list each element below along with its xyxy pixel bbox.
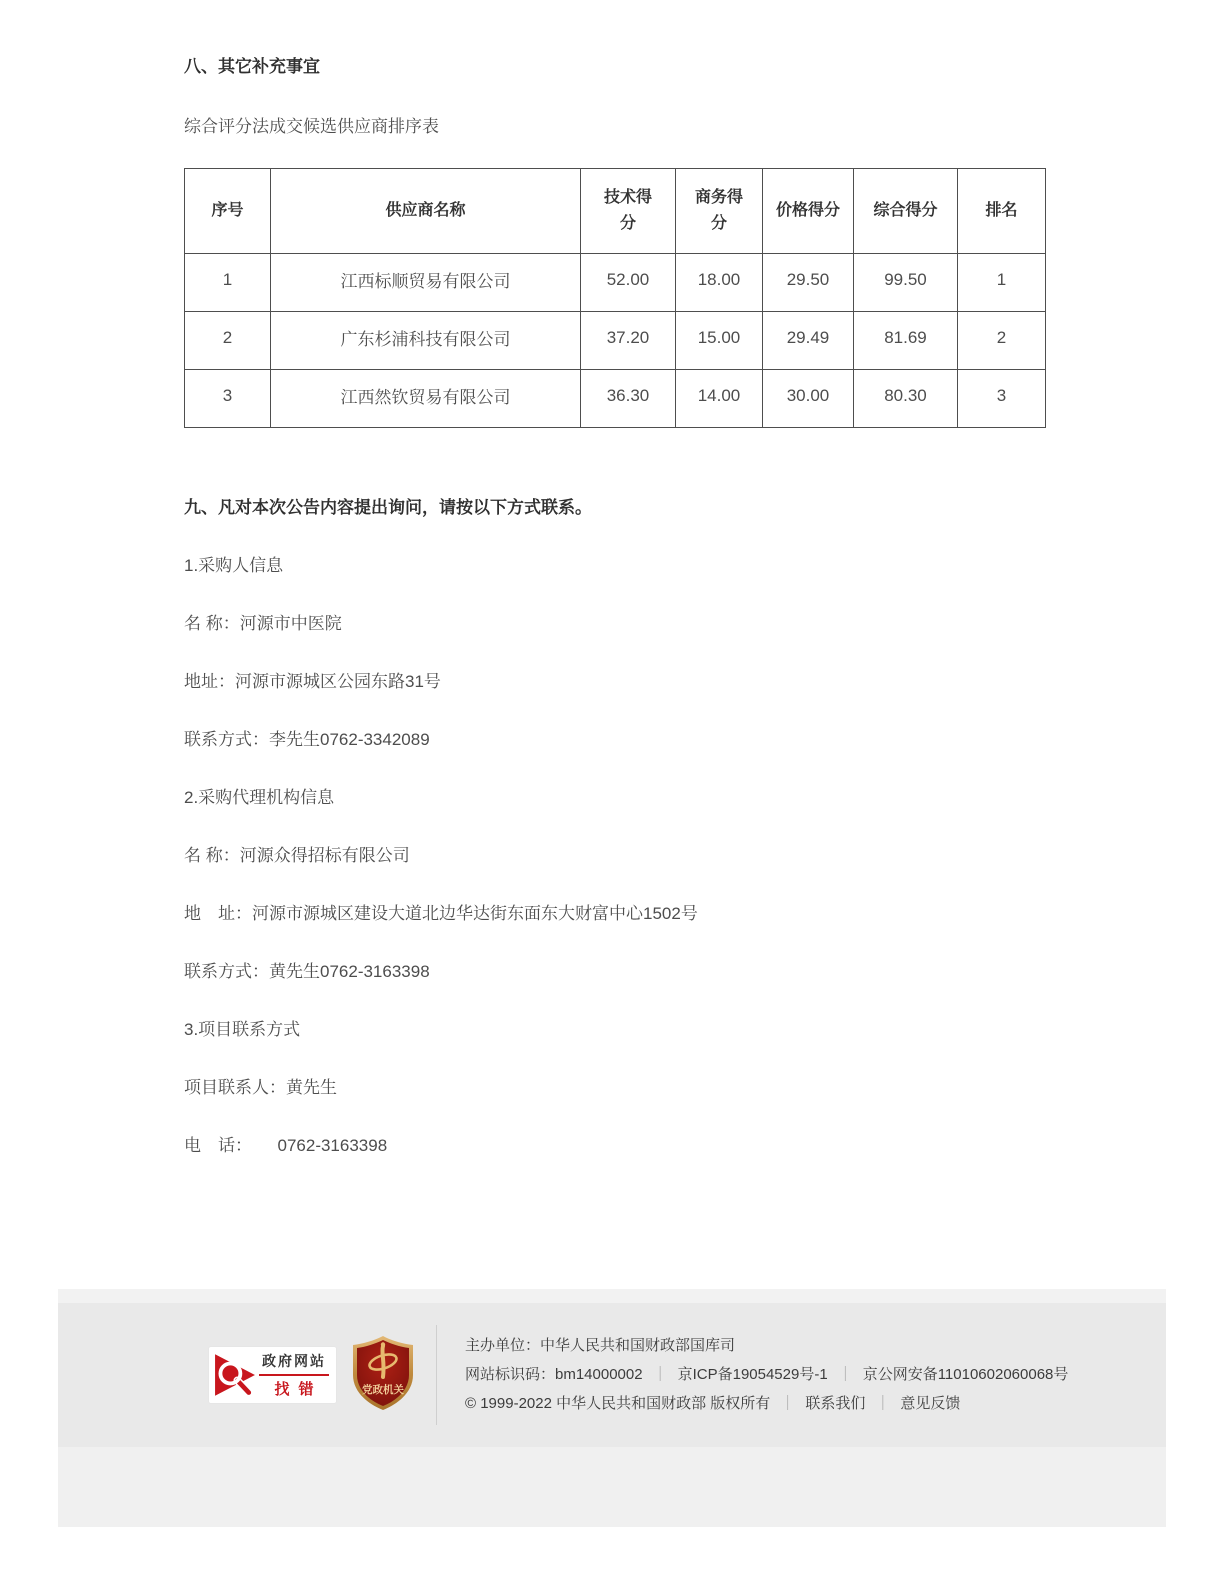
table-row	[185, 370, 1046, 428]
table-cell: 3	[185, 370, 271, 428]
agency-name-line: 名 称：河源众得招标有限公司	[184, 846, 410, 865]
footer-top-strip	[58, 1289, 1166, 1303]
magnifier-flag-icon	[212, 1350, 258, 1400]
table-header-cell: 供应商名称	[271, 169, 581, 254]
table-cell: 37.20	[581, 312, 676, 370]
table-cell: 江西然钦贸易有限公司	[271, 370, 581, 428]
gov-site-error-badge-action: 找错	[274, 1381, 323, 1398]
feedback-link[interactable]: 意见反馈	[900, 1395, 961, 1412]
copyright-text: © 1999-2022 中华人民共和国财政部 版权所有	[465, 1395, 771, 1412]
footer-id-line	[465, 1364, 1068, 1386]
footer-vertical-divider	[436, 1325, 437, 1425]
table-header-cell: 商务得分	[676, 169, 763, 254]
table-cell: 15.00	[676, 312, 763, 370]
agency-contact-line: 联系方式：黄先生0762-3163398	[184, 962, 430, 981]
contact-us-link[interactable]: 联系我们	[805, 1395, 866, 1412]
badge-divider	[259, 1374, 329, 1376]
table-cell: 99.50	[854, 254, 958, 312]
agency-info-title: 2.采购代理机构信息	[184, 788, 335, 807]
gov-site-error-badge-title: 政府网站	[262, 1353, 326, 1369]
project-phone-line: 电 话： 0762-3163398	[184, 1136, 388, 1155]
table-header-row	[185, 169, 1046, 254]
icp-license-link[interactable]: 京ICP备19054529号-1	[677, 1366, 828, 1383]
table-header-cell: 综合得分	[854, 169, 958, 254]
footer-host-line: 主办单位：中华人民共和国财政部国库司	[465, 1337, 736, 1354]
footer-bottom-band	[58, 1447, 1166, 1527]
table-cell: 1	[958, 254, 1046, 312]
separator: ｜	[837, 1366, 853, 1383]
announcement-content	[184, 0, 1064, 1158]
table-row	[185, 312, 1046, 370]
section-9-heading: 九、凡对本次公告内容提出询问，请按以下方式联系。	[184, 498, 592, 517]
table-cell: 2	[958, 312, 1046, 370]
page-footer	[0, 1289, 1224, 1527]
site-id-code: 网站标识码：bm14000002	[465, 1366, 643, 1383]
project-contact-person-line: 项目联系人：黄先生	[184, 1078, 337, 1097]
purchaser-name-line: 名 称：河源市中医院	[184, 614, 342, 633]
project-contact-title: 3.项目联系方式	[184, 1020, 301, 1039]
table-cell: 36.30	[581, 370, 676, 428]
table-cell: 81.69	[854, 312, 958, 370]
table-header-cell: 序号	[185, 169, 271, 254]
table-cell: 14.00	[676, 370, 763, 428]
supplier-ranking-table	[184, 168, 1046, 428]
table-cell: 29.49	[763, 312, 854, 370]
table-header-cell: 价格得分	[763, 169, 854, 254]
table-cell: 52.00	[581, 254, 676, 312]
separator: ｜	[780, 1395, 796, 1412]
footer-text-block	[465, 1328, 1068, 1422]
shield-badge-label: 党政机关	[362, 1383, 404, 1396]
table-header-cell: 技术得分	[581, 169, 676, 254]
public-security-record-link[interactable]: 京公网安备11010602060068号	[862, 1366, 1069, 1383]
footer-main-band	[58, 1303, 1166, 1447]
table-cell: 1	[185, 254, 271, 312]
table-cell: 3	[958, 370, 1046, 428]
table-cell: 30.00	[763, 370, 854, 428]
gov-site-error-badge-text	[258, 1351, 330, 1399]
purchaser-address-line: 地址：河源市源城区公园东路31号	[184, 672, 441, 691]
section-8-heading: 八、其它补充事宜	[184, 57, 320, 76]
purchaser-info-title: 1.采购人信息	[184, 556, 284, 575]
footer-copyright-line	[465, 1393, 1068, 1415]
party-gov-shield-badge[interactable]	[351, 1335, 415, 1416]
table-cell: 29.50	[763, 254, 854, 312]
table-cell: 18.00	[676, 254, 763, 312]
table-header-cell: 排名	[958, 169, 1046, 254]
agency-address-line: 地 址：河源市源城区建设大道北边华达街东面东大财富中心1502号	[184, 904, 698, 923]
table-cell: 广东杉浦科技有限公司	[271, 312, 581, 370]
separator: ｜	[875, 1395, 891, 1412]
separator: ｜	[652, 1366, 668, 1383]
table-cell: 江西标顺贸易有限公司	[271, 254, 581, 312]
table-cell: 80.30	[854, 370, 958, 428]
table-caption: 综合评分法成交候选供应商排序表	[184, 117, 439, 136]
party-gov-shield-icon	[351, 1335, 415, 1411]
table-row	[185, 254, 1046, 312]
purchaser-contact-line: 联系方式：李先生0762-3342089	[184, 730, 430, 749]
gov-site-error-badge[interactable]	[208, 1346, 337, 1404]
table-cell: 2	[185, 312, 271, 370]
